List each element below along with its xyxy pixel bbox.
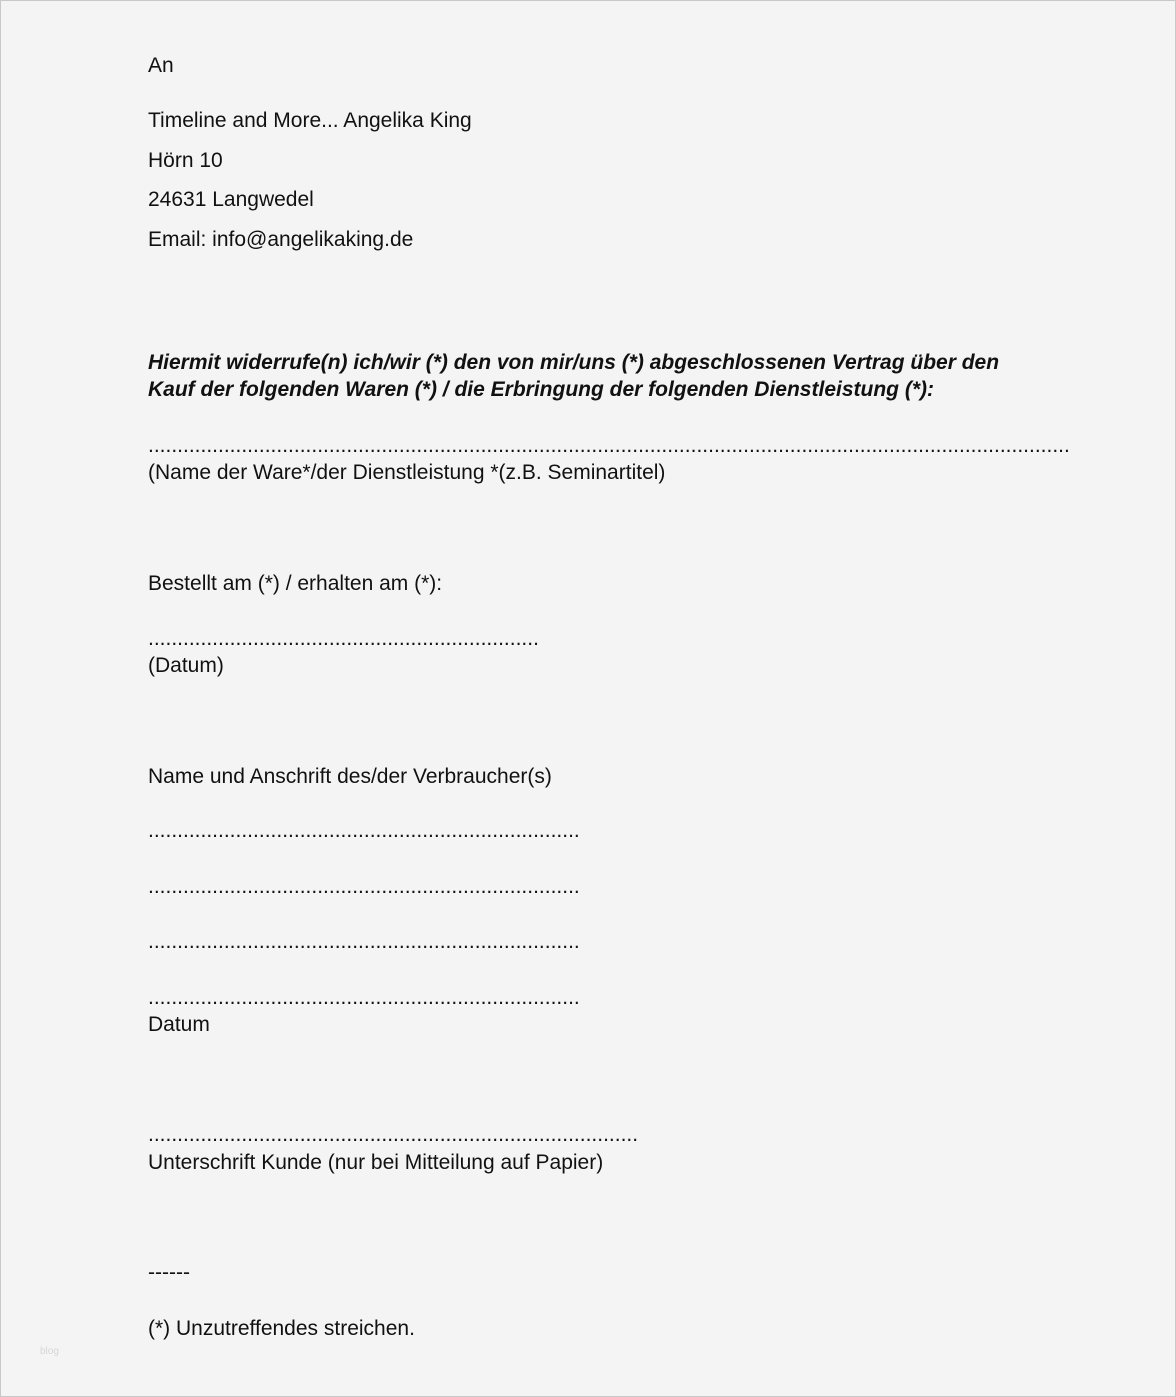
signature-label: Unterschrift Kunde (nur bei Mitteilung auf Papier) [148,1151,604,1174]
ordered-label: Bestellt am (*) / erhalten am (*): [148,572,443,595]
watermark: blog [40,1346,59,1357]
date-label: (Datum) [148,654,224,677]
date-fill-line: ................................................................... [148,627,539,650]
recipient-city: 24631 Langwedel [148,188,314,211]
footer-separator: ------ [148,1261,190,1284]
consumer-label: Name und Anschrift des/der Verbraucher(s) [148,765,552,788]
recipient-company: Timeline and More... Angelika King [148,109,472,132]
footer-note: (*) Unzutreffendes streichen. [148,1317,415,1340]
consumer-fill-line-2: .......................................................................... [148,875,580,898]
consumer-fill-line-3: .......................................................................... [148,930,580,953]
recipient-to-label: An [148,54,174,77]
recipient-email: Email: info@angelikaking.de [148,228,414,251]
signature-fill-line: .................................................................................... [148,1123,638,1146]
goods-label: (Name der Ware*/der Dienstleistung *(z.B. Seminartitel) [148,461,666,484]
statement-line-2: Kauf der folgenden Waren (*) / die Erbringung der folgenden Dienstleistung (*): [148,378,934,401]
consumer-fill-line-1: .......................................................................... [148,819,580,842]
datum-label: Datum [148,1013,210,1036]
statement-line-1: Hiermit widerrufe(n) ich/wir (*) den von mir/uns (*) abgeschlossenen Vertrag über den [148,351,1000,374]
recipient-street: Hörn 10 [148,149,223,172]
consumer-fill-line-4: .......................................................................... [148,986,580,1009]
goods-fill-line: .............................................................................................................................................................. [148,434,1070,457]
